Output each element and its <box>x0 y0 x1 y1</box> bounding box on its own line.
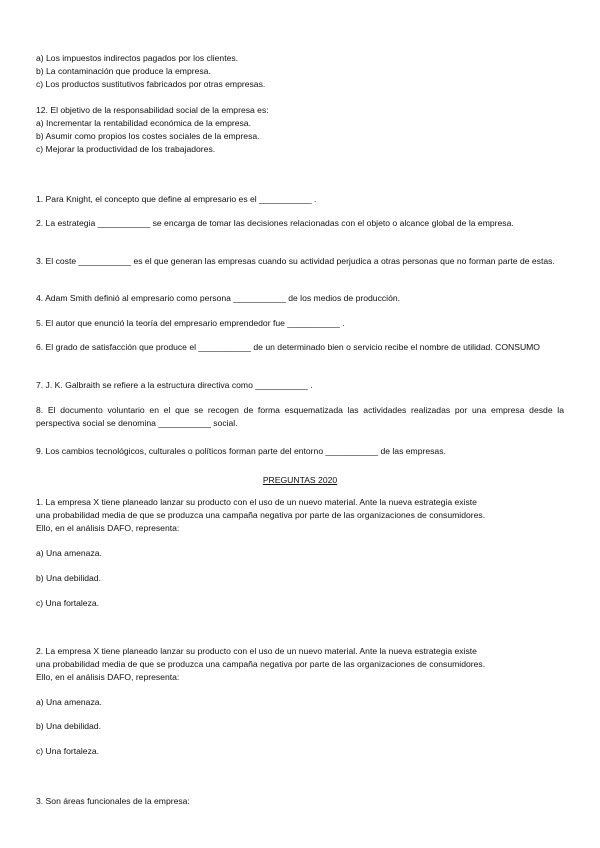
question-12 <box>36 104 564 156</box>
fill-in-5: 5. El autor que enunció la teoría del empresario emprendedor fue ___________ . <box>36 318 345 328</box>
question-line: Ello, en el análisis DAFO, representa: <box>36 672 180 682</box>
fill-in-8: 8. El documento voluntario en el que se recogen de forma esquematizada las actividades realizadas por una empresa desde la perspectiva social se denomina ___________ social. <box>36 405 564 428</box>
question-line: una probabilidad media de que se produzca una campaña negativa por parte de las organizaciones de consumidores. <box>36 659 486 669</box>
question-2020-1 <box>36 496 564 535</box>
question-2020-3: 3. Son áreas funcionales de la empresa: <box>36 796 190 806</box>
question-2020-2 <box>36 645 564 684</box>
option-c: c) Una fortaleza. <box>36 746 100 756</box>
option-a: a) Una amenaza. <box>36 548 102 558</box>
option-c: c) Mejorar la productividad de los trabajadores. <box>36 144 216 154</box>
fill-in-4: 4. Adam Smith definió al empresario como persona ___________ de los medios de producción. <box>36 293 401 303</box>
top-options <box>36 52 564 91</box>
option-b: b) La contaminación que produce la empresa. <box>36 66 211 76</box>
option-b: b) Una debilidad. <box>36 721 101 731</box>
question-line: una probabilidad media de que se produzca una campaña negativa por parte de las organizaciones de consumidores. <box>36 510 486 520</box>
fill-in-2: 2. La estrategia ___________ se encarga de tomar las decisiones relacionadas con el objeto o alcance global de la empresa. <box>36 218 514 228</box>
question-12-text: 12. El objetivo de la responsabilidad social de la empresa es: <box>36 105 269 115</box>
section-title: PREGUNTAS 2020 <box>262 475 338 485</box>
question-line: 2. La empresa X tiene planeado lanzar su producto con el uso de un nuevo material. Ante la nueva estrategia existe <box>36 646 477 656</box>
fill-in-3: 3. El coste ___________ es el que generan las empresas cuando su actividad perjudica a otras personas que no forman parte de estas. <box>36 256 555 266</box>
fill-in-1: 1. Para Knight, el concepto que define al empresario es el ___________ . <box>36 194 317 204</box>
question-line: 1. La empresa X tiene planeado lanzar su producto con el uso de un nuevo material. Ante la nueva estrategia existe <box>36 497 477 507</box>
option-a: a) Los impuestos indirectos pagados por los clientes. <box>36 53 239 63</box>
fill-in-9: 9. Los cambios tecnológicos, culturales o políticos forman parte del entorno ___________ de las empresas. <box>36 446 446 456</box>
option-c: c) Una fortaleza. <box>36 598 100 608</box>
option-b: b) Asumir como propios los costes sociales de la empresa. <box>36 131 260 141</box>
option-a: a) Una amenaza. <box>36 697 102 707</box>
question-line: Ello, en el análisis DAFO, representa: <box>36 523 180 533</box>
fill-in-7: 7. J. K. Galbraith se refiere a la estructura directiva como ___________ . <box>36 380 313 390</box>
option-b: b) Una debilidad. <box>36 573 101 583</box>
option-c: c) Los productos sustitutivos fabricados por otras empresas. <box>36 79 266 89</box>
fill-in-6: 6. El grado de satisfacción que produce el ___________ de un determinado bien o servicio recibe el nombre de utilidad. CONSUMO <box>36 342 540 352</box>
option-a: a) Incrementar la rentabilidad económica de la empresa. <box>36 118 251 128</box>
